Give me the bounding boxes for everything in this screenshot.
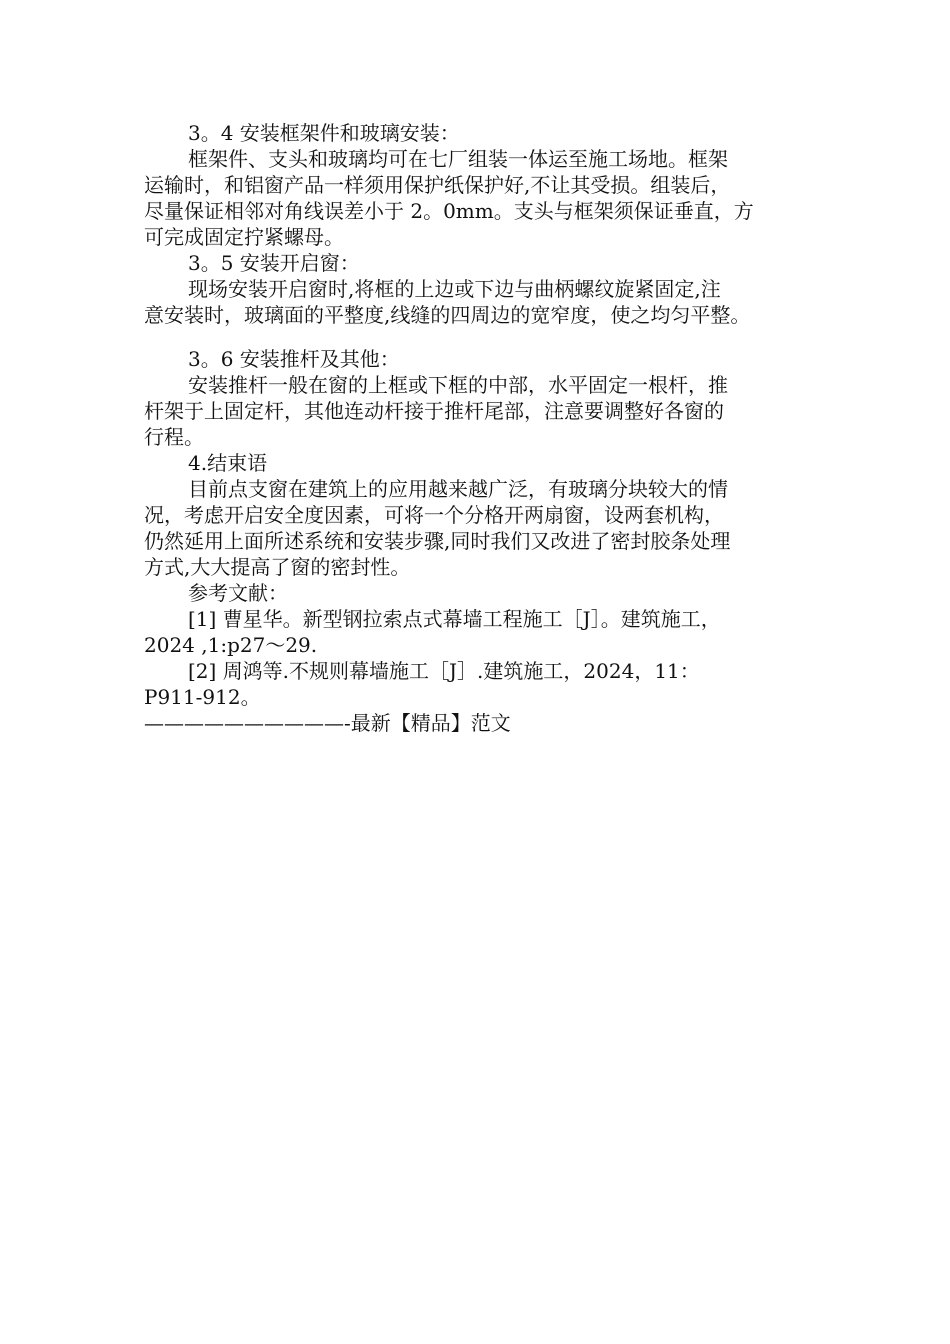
paragraph-line: 尽量保证相邻对角线误差小于 2。0mm。支头与框架须保证垂直，方 (144, 199, 754, 223)
paragraph-line: 框架件、支头和玻璃均可在七厂组装一体运至施工场地。框架 (188, 147, 728, 171)
paragraph-line: 运输时，和铝窗产品一样须用保护纸保护好,不让其受损。组装后， (144, 173, 731, 197)
document-body (144, 120, 816, 736)
section-4-heading: 4.结束语 (188, 451, 268, 475)
reference-item-continuation: P911-912。 (144, 685, 261, 709)
paragraph-line: 目前点支窗在建筑上的应用越来越广泛，有玻璃分块较大的情 (188, 477, 728, 501)
reference-item: [1] 曹星华。新型钢拉索点式幕墙工程施工［J］。建筑施工， (188, 607, 721, 631)
reference-item: [2] 周鸿等.不规则幕墙施工［J］.建筑施工，2024，11： (188, 659, 700, 683)
paragraph-line: 意安装时，玻璃面的平整度,线缝的四周边的宽窄度，使之均匀平整。 (144, 303, 751, 327)
paragraph-line: 方式,大大提高了窗的密封性。 (144, 555, 411, 579)
paragraph-line: 安装推杆一般在窗的上框或下框的中部，水平固定一根杆，推 (188, 373, 728, 397)
paragraph-line: 现场安装开启窗时,将框的上边或下边与曲柄螺纹旋紧固定,注 (188, 277, 721, 301)
reference-item-continuation: 2024 ,1:p27～29. (144, 633, 318, 657)
paragraph-line: 行程。 (144, 425, 204, 449)
footer-note: ——————————-最新【精品】范文 (144, 711, 511, 735)
paragraph-gap (144, 328, 816, 346)
paragraph-line: 杆架于上固定杆，其他连动杆接于推杆尾部，注意要调整好各窗的 (144, 399, 724, 423)
paragraph-line: 况，考虑开启安全度因素，可将一个分格开两扇窗，设两套机构， (144, 503, 724, 527)
references-heading: 参考文献： (188, 581, 288, 605)
paragraph-line: 仍然延用上面所述系统和安装步骤,同时我们又改进了密封胶条处理 (144, 529, 731, 553)
paragraph-line: 可完成固定拧紧螺母。 (144, 225, 344, 249)
section-3-4-heading: 3。4 安装框架件和玻璃安装： (188, 121, 460, 145)
section-3-6-heading: 3。6 安装推杆及其他： (188, 347, 400, 371)
section-3-5-heading: 3。5 安装开启窗： (188, 251, 360, 275)
